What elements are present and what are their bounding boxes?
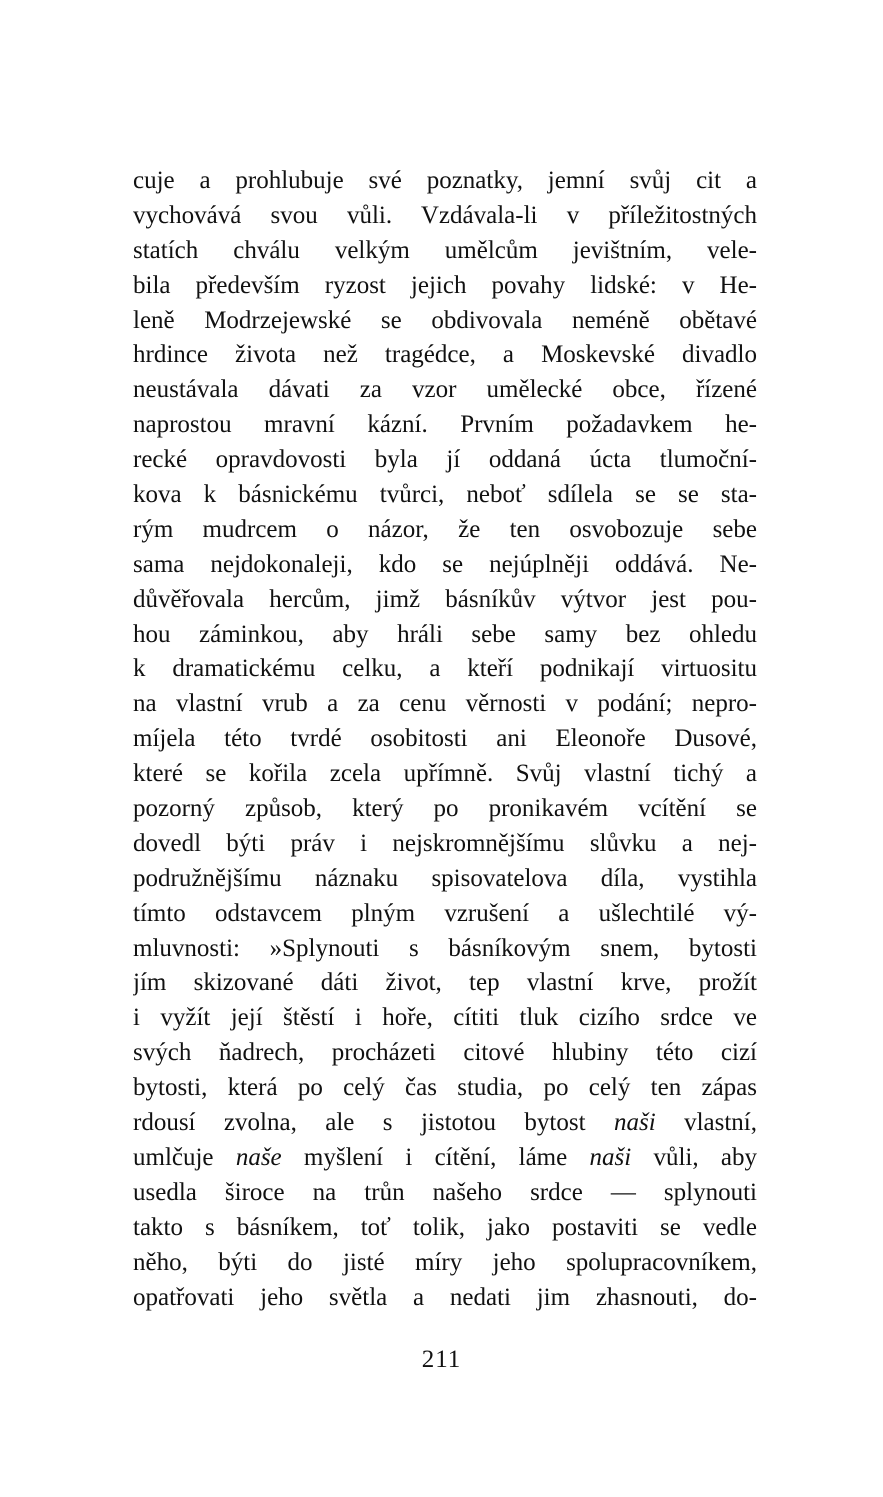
text-line: bytosti, která po celý čas studia, po celý ten zápas	[133, 1074, 757, 1102]
text-line: jím skizované dáti život, tep vlastní krve, prožít	[133, 969, 757, 997]
text-line: usedla široce na trůn našeho srdce — splynouti	[133, 1178, 757, 1206]
text-line: tímto odstavcem plným vzrušení a ušlechtilé vý-	[133, 899, 757, 927]
text-line: rdousí zvolna, ale s jistotou bytost naši vlastní,	[133, 1109, 757, 1137]
text-line: leně Modrzejewské se obdivovala neméně obětavé	[133, 306, 757, 334]
text-line: i vyžít její štěstí i hoře, cítiti tluk cizího srdce ve	[133, 1004, 757, 1032]
text-line: míjela této tvrdé osobitosti ani Eleonoře Dusové,	[133, 725, 757, 753]
text-line: k dramatickému celku, a kteří podnikají virtuositu	[133, 655, 757, 683]
text-line: pozorný způsob, který po pronikavém vcítění se	[133, 795, 757, 823]
text-line: statích chválu velkým umělcům jevištním, vele-	[133, 236, 757, 264]
text-line: rým mudrcem o názor, že ten osvobozuje sebe	[133, 515, 757, 543]
text-line: na vlastní vrub a za cenu věrnosti v podání; nepro-	[133, 690, 757, 718]
text-line: podružnějšímu náznaku spisovatelova díla, vystihla	[133, 864, 757, 892]
text-line: důvěřovala hercům, jimž básníkův výtvor jest pou-	[133, 585, 757, 613]
page-number: 211	[421, 1346, 462, 1373]
text-line: svých ňadrech, procházeti citové hlubiny této cizí	[133, 1039, 757, 1067]
text-line: které se kořila zcela upřímně. Svůj vlastní tichý a	[133, 760, 757, 788]
text-line: vychovává svou vůli. Vzdávala-li v příležitostných	[133, 201, 757, 229]
text-line: něho, býti do jisté míry jeho spolupracovníkem,	[133, 1248, 757, 1276]
text-line: cuje a prohlubuje své poznatky, jemní svůj cit a	[133, 167, 757, 194]
text-line: takto s básníkem, toť tolik, jako postaviti se vedle	[133, 1213, 757, 1241]
body-text	[133, 164, 757, 1315]
text-line: kova k básnickému tvůrci, neboť sdílela se se sta-	[133, 481, 757, 509]
text-line: opatřovati jeho světla a nedati jim zhasnouti, do-	[133, 1283, 757, 1311]
text-line: hrdince života než tragédce, a Moskevské divadlo	[133, 341, 757, 369]
text-line: bila především ryzost jejich povahy lidské: v He-	[133, 271, 757, 299]
text-line: naprostou mravní kázní. Prvním požadavkem he-	[133, 411, 757, 439]
text-line: neustávala dávati za vzor umělecké obce, řízené	[133, 376, 757, 404]
text-line: dovedl býti práv i nejskromnějšímu slůvku a nej-	[133, 829, 757, 857]
text-line: mluvnosti: »Splynouti s básníkovým snem, bytosti	[133, 934, 757, 962]
text-line: recké opravdovosti byla jí oddaná úcta tlumoční-	[133, 446, 757, 474]
text-line: hou záminkou, aby hráli sebe samy bez ohledu	[133, 620, 757, 648]
text-line: umlčuje naše myšlení i cítění, láme naši vůli, aby	[133, 1143, 757, 1171]
text-line: sama nejdokonaleji, kdo se nejúplněji oddává. Ne-	[133, 550, 757, 578]
